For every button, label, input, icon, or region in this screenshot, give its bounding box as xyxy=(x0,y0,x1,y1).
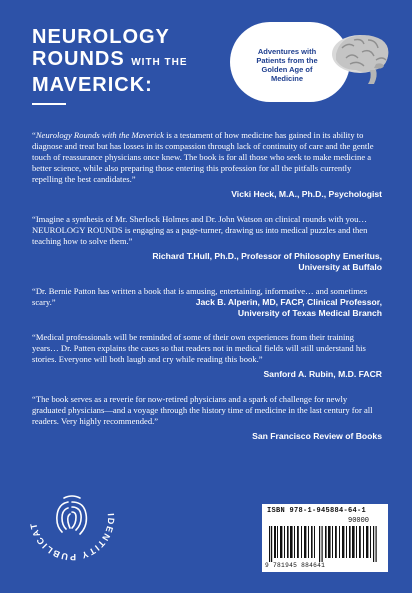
isbn-number: ISBN 978-1-945884-64-1 xyxy=(267,507,367,515)
quote-1-book-title: Neurology Rounds with the Maverick xyxy=(35,130,164,140)
svg-text:IDENTITY PUBLICAT xyxy=(28,513,116,562)
book-title xyxy=(32,26,232,96)
barcode-bars xyxy=(267,526,383,562)
fingerprint-icon xyxy=(22,468,122,568)
quote-4: “Medical professionals will be reminded of some of their own experiences from their training years… Dr. Patten explains the cases so that readers not in medical fields will still understand his stories. Everyone will both laugh and cry while reading this book.” xyxy=(32,332,366,364)
quote-1-attribution: Vicki Heck, M.A., Ph.D., Psychologist xyxy=(231,189,382,199)
subtitle-text: Adventures with Patients from the Golden Age of Medicine xyxy=(256,47,318,83)
quote-2-attribution: Richard T.Hull, Ph.D., Professor of Philosophy Emeritus, University at Buffalo xyxy=(152,251,382,272)
quote-4-attribution: Sanford A. Rubin, M.D. FACR xyxy=(263,369,382,379)
title-divider xyxy=(32,103,66,105)
barcode-number: 9 781945 884641 xyxy=(265,562,326,569)
title-line-1: NEUROLOGY xyxy=(32,26,170,48)
quote-5-attribution: San Francisco Review of Books xyxy=(252,431,382,441)
price-code: 90000 xyxy=(348,517,370,525)
quote-1-text: is a testament of how medicine has gained in its ability to diagnose and treat but has losses in its compassion through lack of continuity of care and the gentle touch of reassurance physicians once knew. The book is for all those who seek to make medicine a better science, while also preparing those entering this profession for all the pitfalls currently repelling the best candidates.” xyxy=(32,130,374,184)
title-line-2 xyxy=(32,48,232,74)
title-line-2-big: ROUNDS xyxy=(32,48,125,70)
review-quotes xyxy=(32,130,382,442)
quote-2: “Imagine a synthesis of Mr. Sherlock Holmes and Dr. John Watson on clinical rounds with you… NEUROLOGY ROUNDS is engaging as a page-turner, drawing us into medical puzzles and then teaching how to solve them.” xyxy=(32,214,368,246)
brain-icon xyxy=(330,30,394,86)
title-line-2-small: WITH THE xyxy=(131,57,188,68)
publisher-name: IDENTITY PUBLICAT xyxy=(28,512,117,563)
publisher-logo xyxy=(22,468,122,568)
isbn-barcode xyxy=(262,504,388,572)
title-line-3: MAVERICK: xyxy=(32,74,153,96)
quote-5: “The book serves as a reverie for now-retired physicians and a spark of challenge for newly graduated physicians—and a voyage through the history time of medicine in the last century for all readers. Very highly recommended.” xyxy=(32,394,373,426)
quote-3-attribution: Jack B. Alperin, MD, FACP, Clinical Professor, University of Texas Medical Branch xyxy=(195,297,382,318)
quote-1: “Neurology Rounds with the Maverick is a testament of how medicine has gained in its ability to diagnose and treat but has losses in its compassion through lack of continuity of care and the gentle touch of reassurance physicians once knew. The book is for all those who seek to make medicine a better science, while also preparing those entering this profession for all the pitfalls currently repelling the best candidates.” xyxy=(32,130,374,184)
quote-3: “Dr. Bernie Patton has written a book that is amusing, entertaining, informative… and sometimes scary.” xyxy=(32,286,368,307)
